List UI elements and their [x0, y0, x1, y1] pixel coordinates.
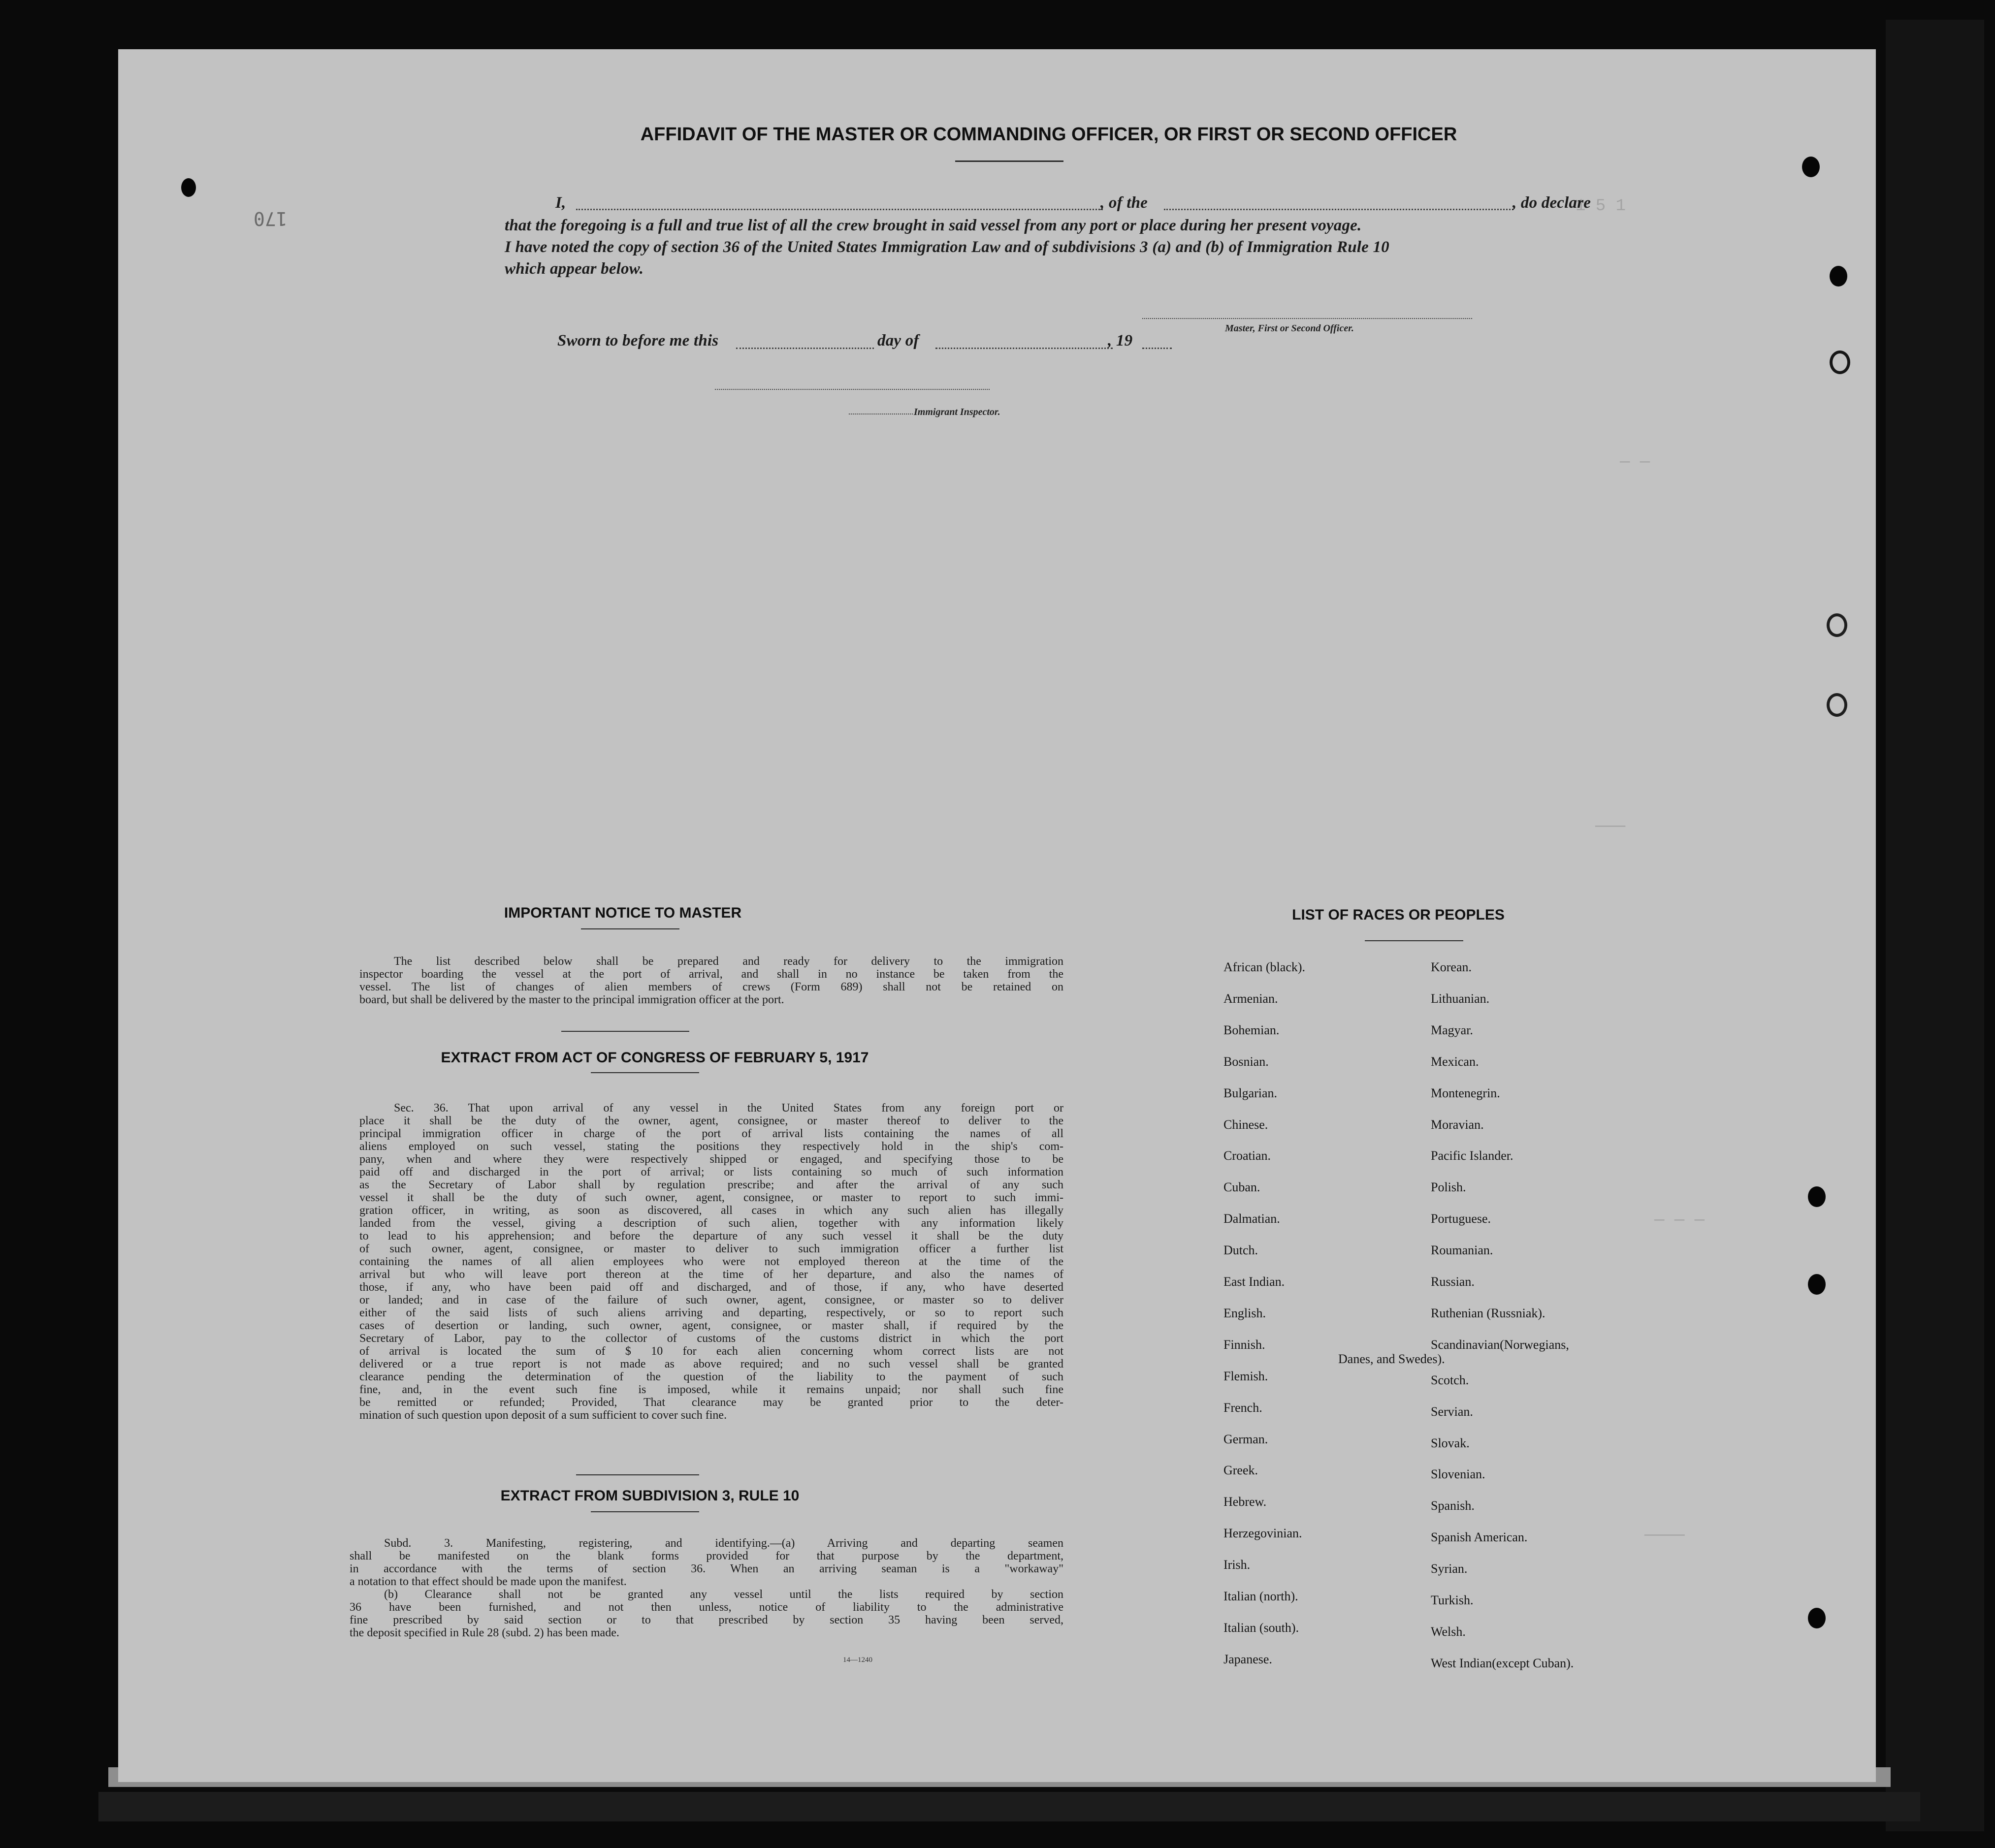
act-extract-title: EXTRACT FROM ACT OF CONGRESS OF FEBRUARY 5, 1917: [441, 1050, 869, 1066]
race-item: East Indian.: [1223, 1274, 1285, 1289]
notice-paragraph: [359, 955, 1063, 1006]
binder-hole-right-3: [1830, 350, 1850, 374]
race-item: Roumanian.: [1431, 1243, 1493, 1258]
binder-hole-right-1: [1802, 157, 1820, 177]
declaration-line-2: that the foregoing is a full and true list of all the crew brought in said vessel from any port or place during her present voyage.: [505, 217, 1362, 234]
race-item: Bulgarian.: [1223, 1085, 1278, 1100]
sworn-year-blank[interactable]: [1142, 348, 1172, 349]
race-item: Herzegovinian.: [1223, 1526, 1302, 1541]
race-item: Pacific Islander.: [1431, 1148, 1513, 1163]
paragraph-line: Sec. 36. That upon arrival of any vessel in the United States from any foreign port or: [394, 1102, 1063, 1115]
paragraph-line: as the Secretary of Labor shall by regulation prescribe; and after the arrival of any such: [359, 1179, 1063, 1191]
paragraph-line: or landed; and in case of the failure of such owner, agent, consignee, or master so to deliver: [359, 1294, 1063, 1306]
race-item: Dalmatian.: [1223, 1211, 1280, 1226]
bleed-through-mark: — —: [1620, 453, 1650, 472]
paragraph-line: board, but shall be delivered by the master to the principal immigration officer at the port.: [359, 993, 784, 1006]
paragraph-line: cases of desertion or landing, such owner, agent, consignee, or master shall, if required by the: [359, 1319, 1063, 1332]
rule-extract-divider: [576, 1474, 699, 1475]
paragraph-line: aliens employed on such vessel, stating the positions they respectively hold in the ship's com-: [359, 1140, 1063, 1153]
race-scandinavian-continued: Danes, and Swedes).: [1338, 1352, 1445, 1366]
paragraph-line: landed from the vessel, giving a description of such alien, together with any information likely: [359, 1217, 1063, 1230]
paragraph-line: in accordance with the terms of section 36. When an arriving seaman is a "workaway": [350, 1562, 1063, 1575]
rule-extract-title: EXTRACT FROM SUBDIVISION 3, RULE 10: [500, 1488, 800, 1504]
race-item: Cuban.: [1223, 1180, 1260, 1195]
race-item: West Indian(except Cuban).: [1431, 1656, 1574, 1670]
sworn-day-of: day of: [877, 332, 919, 350]
paragraph-line: shall be manifested on the blank forms provided for that purpose by the department,: [350, 1550, 1063, 1562]
paragraph-line: to lead to his apprehension; and before the departure of any such vessel it shall be the duty: [359, 1230, 1063, 1243]
race-item: German.: [1223, 1432, 1268, 1446]
vessel-blank[interactable]: [1164, 209, 1513, 210]
race-item: Moravian.: [1431, 1117, 1484, 1132]
race-item: French.: [1223, 1400, 1262, 1415]
inspector-label: Immigrant Inspector.: [914, 407, 1000, 417]
paragraph-line: Subd. 3. Manifesting, registering, and identifying.—(a) Arriving and departing seamen: [384, 1537, 1063, 1550]
notice-divider: [561, 1031, 689, 1032]
race-item: Scotch.: [1431, 1372, 1469, 1387]
title-underline: [955, 160, 1063, 162]
race-item: African (black).: [1223, 960, 1306, 974]
rule-extract-underline: [591, 1511, 699, 1512]
race-item: Welsh.: [1431, 1624, 1466, 1639]
label-i: I,: [555, 194, 566, 212]
race-item: Slovak.: [1431, 1435, 1470, 1450]
race-item: Spanish American.: [1431, 1530, 1528, 1545]
paragraph-line: fine, and, in the event such fine is imposed, while it remains unpaid; nor shall such fine: [359, 1383, 1063, 1396]
race-item: Mexican.: [1431, 1054, 1479, 1069]
race-item: Finnish.: [1223, 1337, 1265, 1352]
paragraph-line: the deposit specified in Rule 28 (subd. 2) has been made.: [350, 1626, 619, 1639]
race-item: Servian.: [1431, 1404, 1473, 1419]
paragraph-line: fine prescribed by said section or to that prescribed by section 35 having been served,: [350, 1614, 1063, 1626]
race-item: Magyar.: [1431, 1022, 1473, 1037]
manifest-page: [118, 49, 1876, 1782]
race-item: Portuguese.: [1431, 1211, 1491, 1226]
race-item: Bohemian.: [1223, 1022, 1280, 1037]
race-item: Ruthenian (Russniak).: [1431, 1306, 1545, 1320]
sworn-year: , 19: [1108, 332, 1133, 350]
paragraph-line: arrival but who will leave port thereon at the time of her departure, and also the names of: [359, 1268, 1063, 1281]
race-item: English.: [1223, 1306, 1266, 1320]
paragraph-line: 36 have been furnished, and not then unless, notice of liability to the administrative: [350, 1601, 1063, 1614]
binder-hole-right-5: [1827, 693, 1847, 717]
paragraph-line: containing the names of all alien employees who were not employed thereon at the time of the: [359, 1255, 1063, 1268]
affidavit-title: AFFIDAVIT OF THE MASTER OR COMMANDING OFFICER, OR FIRST OR SECOND OFFICER: [640, 124, 1457, 145]
master-signature-label: Master, First or Second Officer.: [1225, 323, 1354, 334]
paragraph-line: those, if any, who have been paid off and discharged, and of those, if any, who have deserted: [359, 1281, 1063, 1294]
form-number: 14—1240: [843, 1656, 872, 1664]
binder-hole-right-6: [1808, 1186, 1826, 1207]
notice-title: IMPORTANT NOTICE TO MASTER: [504, 905, 742, 921]
sworn-month-blank[interactable]: [935, 348, 1113, 349]
paragraph-line: pany, when and where they were respectively shipped or engaged, and specifying those to be: [359, 1153, 1063, 1166]
paragraph-line: delivered or a true report is not made as above required; and no such vessel shall be granted: [359, 1358, 1063, 1370]
label-of-the: , of the: [1100, 194, 1148, 212]
race-item: Polish.: [1431, 1180, 1466, 1195]
binder-hole-right-2: [1830, 266, 1847, 287]
race-item: Russian.: [1431, 1274, 1475, 1289]
notice-title-underline: [581, 928, 679, 929]
act-extract-paragraph: [359, 1102, 1063, 1422]
paragraph-line: clearance pending the determination of the question of the liability to the payment of such: [359, 1370, 1063, 1383]
sworn-prefix: Sworn to before me this: [557, 332, 719, 350]
binder-hole-right-8: [1808, 1608, 1826, 1628]
paragraph-line: of such owner, agent, consignee, or master to deliver to such immigration officer a further list: [359, 1243, 1063, 1255]
name-blank[interactable]: [576, 209, 1103, 210]
paragraph-line: The list described below shall be prepared and ready for delivery to the immigration: [394, 955, 1063, 968]
label-do-declare: , do declare: [1512, 194, 1591, 212]
race-item: Italian (north).: [1223, 1589, 1298, 1603]
master-signature-line[interactable]: [1142, 318, 1472, 319]
rule-extract-paragraph: [350, 1537, 1063, 1639]
paragraph-line: gration officer, in writing, as soon as discovered, all cases in which any such alien has illegally: [359, 1204, 1063, 1217]
race-item: Syrian.: [1431, 1561, 1468, 1576]
race-item: Spanish.: [1431, 1498, 1475, 1513]
bleed-through-mark: — — —: [1654, 1211, 1705, 1230]
scan-border-right: [1886, 20, 1984, 1831]
paragraph-line: vessel. The list of changes of alien members of crews (Form 689) shall not be retained on: [359, 981, 1063, 993]
sworn-day-blank[interactable]: [736, 348, 874, 349]
paragraph-line: of arrival is located the sum of $ 10 for each alien concerning whom correct lists are not: [359, 1345, 1063, 1358]
margin-note: 170: [254, 208, 288, 229]
race-item: Scandinavian(Norwegians,: [1431, 1337, 1569, 1352]
race-item: Greek.: [1223, 1463, 1258, 1478]
paragraph-line: Secretary of Labor, pay to the collector of customs of the customs district in which the port: [359, 1332, 1063, 1345]
paragraph-line: either of the said lists of such aliens arriving and departing, respectively, or so to report such: [359, 1306, 1063, 1319]
race-item: Japanese.: [1223, 1652, 1272, 1666]
bleed-through-mark: 1 5 1: [1576, 197, 1626, 216]
paragraph-line: paid off and discharged in the port of arrival; or lists containing so much of such information: [359, 1166, 1063, 1179]
race-item: Bosnian.: [1223, 1054, 1269, 1069]
race-item: Hebrew.: [1223, 1495, 1267, 1509]
bleed-through-mark: ———: [1595, 817, 1626, 836]
paragraph-line: be remitted or refunded; Provided, That clearance may be granted prior to the deter-: [359, 1396, 1063, 1409]
race-item: Montenegrin.: [1431, 1085, 1500, 1100]
paragraph-line: place it shall be the duty of the owner, agent, consignee, or master thereof to deliver to the: [359, 1115, 1063, 1127]
race-item: Turkish.: [1431, 1593, 1474, 1607]
paragraph-line: principal immigration officer in charge of the port of arrival lists containing the names of all: [359, 1127, 1063, 1140]
paragraph-line: vessel it shall be the duty of such owner, agent, consignee, or master to report to such immi-: [359, 1191, 1063, 1204]
bleed-through-mark: ————: [1644, 1526, 1685, 1545]
inspector-signature-line[interactable]: [715, 389, 990, 390]
act-extract-underline: [591, 1072, 699, 1073]
race-item: Slovenian.: [1431, 1467, 1485, 1482]
race-item: Italian (south).: [1223, 1620, 1299, 1635]
race-item: Irish.: [1223, 1558, 1251, 1572]
paragraph-line: a notation to that effect should be made upon the manifest.: [350, 1575, 627, 1588]
binder-hole-right-4: [1827, 613, 1847, 637]
race-item: Dutch.: [1223, 1243, 1258, 1258]
races-title: LIST OF RACES OR PEOPLES: [1292, 907, 1505, 923]
race-item: Armenian.: [1223, 991, 1278, 1006]
race-item: Korean.: [1431, 960, 1472, 974]
races-title-underline: [1365, 940, 1463, 941]
declaration-line-4: which appear below.: [505, 260, 644, 278]
race-item: Lithuanian.: [1431, 991, 1490, 1006]
paragraph-line: inspector boarding the vessel at the port of arrival, and shall in no instance be taken from the: [359, 968, 1063, 981]
race-item: Chinese.: [1223, 1117, 1268, 1132]
declaration-line-3: I have noted the copy of section 36 of the United States Immigration Law and of subdivisions 3 (a) and (b) of Immigration Rule 10: [505, 238, 1389, 256]
binder-hole-right-7: [1808, 1274, 1826, 1295]
paragraph-line: mination of such question upon deposit of a sum sufficient to cover such fine.: [359, 1409, 727, 1422]
binder-hole-left: [181, 178, 196, 197]
race-item: Croatian.: [1223, 1148, 1271, 1163]
race-item: Flemish.: [1223, 1369, 1268, 1383]
paragraph-line: (b) Clearance shall not be granted any vessel until the lists required by section: [384, 1588, 1063, 1601]
scan-border-bottom: [98, 1792, 1920, 1821]
